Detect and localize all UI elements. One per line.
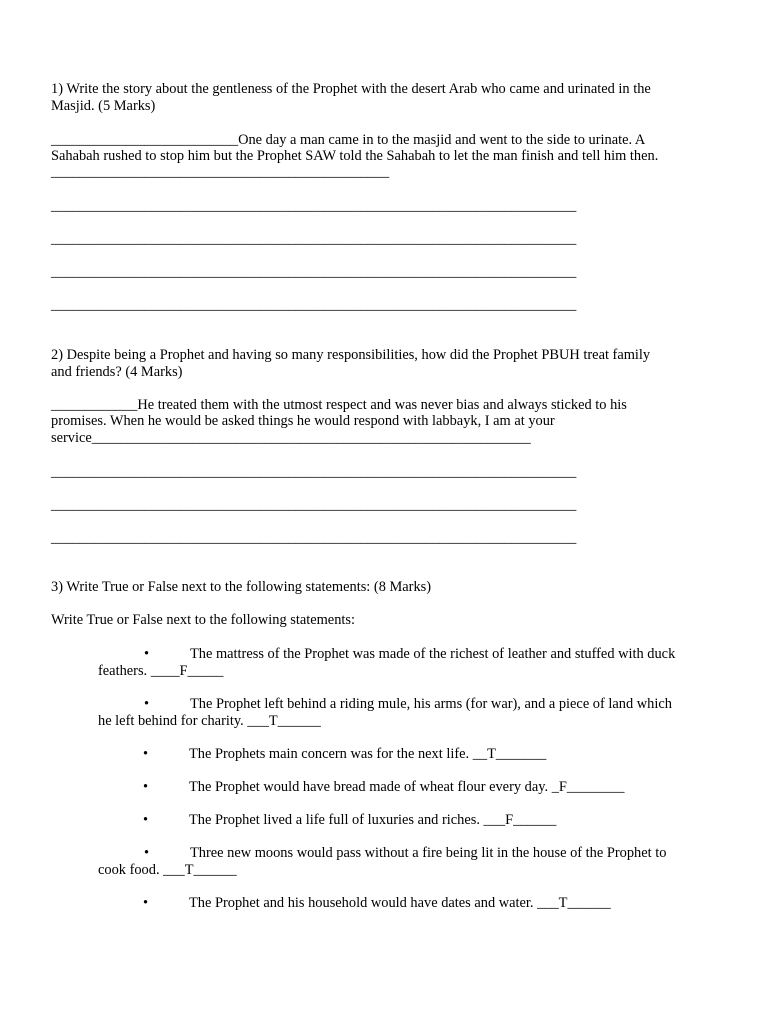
- tf-item-text: The Prophet lived a life full of luxuries and riches. ___F______: [189, 812, 557, 828]
- q2-answer-line3: service_____________________________________________________________: [51, 430, 531, 446]
- q1-question-line1: 1) Write the story about the gentleness of the Prophet with the desert Arab who came and urinated in the: [51, 81, 651, 97]
- tf-item-text: The Prophet left behind a riding mule, his arms (for war), and a piece of land which: [190, 696, 672, 712]
- bullet-icon: •: [143, 812, 149, 828]
- tf-item-answer: he left behind for charity. ___T______: [98, 712, 321, 729]
- tf-item: [98, 646, 675, 680]
- tf-item-text: The mattress of the Prophet was made of the richest of leather and stuffed with duck: [190, 646, 676, 662]
- q1-answer-text1: One day a man came in to the masjid and went to the side to urinate. A: [238, 132, 646, 148]
- q2-answer-line1: [51, 397, 627, 414]
- q1-blank-line-1: _________________________________________________________________________: [51, 198, 577, 214]
- q3-heading: 3) Write True or False next to the following statements: (8 Marks): [51, 579, 432, 595]
- bullet-icon: •: [143, 895, 149, 911]
- tf-item: [143, 779, 624, 796]
- bullet-icon: •: [143, 746, 149, 762]
- q2-question-line2: and friends? (4 Marks): [51, 364, 183, 380]
- q1-blank-line-4: _________________________________________________________________________: [51, 297, 577, 313]
- tf-item: [98, 845, 666, 879]
- bullet-icon: •: [144, 845, 150, 861]
- tf-item-text: The Prophet would have bread made of wheat flour every day. _F________: [189, 779, 625, 795]
- bullet-icon: •: [143, 779, 149, 795]
- q1-question-line2: Masjid. (5 Marks): [51, 98, 156, 114]
- q2-blank-line-1: _________________________________________________________________________: [51, 464, 577, 480]
- q1-answer-line2: Sahabah rushed to stop him but the Prophet SAW told the Sahabah to let the man finish and tell him then.: [51, 148, 659, 164]
- tf-item-answer: feathers. ____F_____: [98, 662, 224, 679]
- bullet-icon: •: [144, 646, 150, 662]
- q1-answer-line1: [51, 132, 645, 149]
- tf-item-text: Three new moons would pass without a fire being lit in the house of the Prophet to: [190, 845, 667, 861]
- q2-answer-line2: promises. When he would be asked things he would respond with labbayk, I am at your: [51, 413, 555, 429]
- tf-item: [143, 895, 611, 912]
- q2-blank-line-2: _________________________________________________________________________: [51, 497, 577, 513]
- q1-blank-line-2: _________________________________________________________________________: [51, 231, 577, 247]
- q2-question-line1: 2) Despite being a Prophet and having so many responsibilities, how did the Prophet PBUH treat family: [51, 347, 651, 363]
- q2-answer-prefix: ____________: [51, 397, 138, 413]
- tf-item: [143, 746, 546, 763]
- q1-answer-prefix: __________________________: [51, 132, 239, 148]
- tf-item-text: The Prophets main concern was for the next life. __T_______: [189, 746, 547, 762]
- bullet-icon: •: [144, 696, 150, 712]
- q2-answer-text1: He treated them with the utmost respect and was never bias and always sticked to his: [137, 397, 627, 413]
- q2-blank-line-3: _________________________________________________________________________: [51, 530, 577, 546]
- tf-item: [98, 696, 672, 730]
- q1-answer-line3: _______________________________________________: [51, 164, 390, 180]
- tf-item: [143, 812, 556, 829]
- q3-instruction: Write True or False next to the following statements:: [51, 612, 355, 628]
- tf-item-text: The Prophet and his household would have dates and water. ___T______: [189, 895, 611, 911]
- tf-item-answer: cook food. ___T______: [98, 861, 237, 878]
- q1-blank-line-3: _________________________________________________________________________: [51, 264, 577, 280]
